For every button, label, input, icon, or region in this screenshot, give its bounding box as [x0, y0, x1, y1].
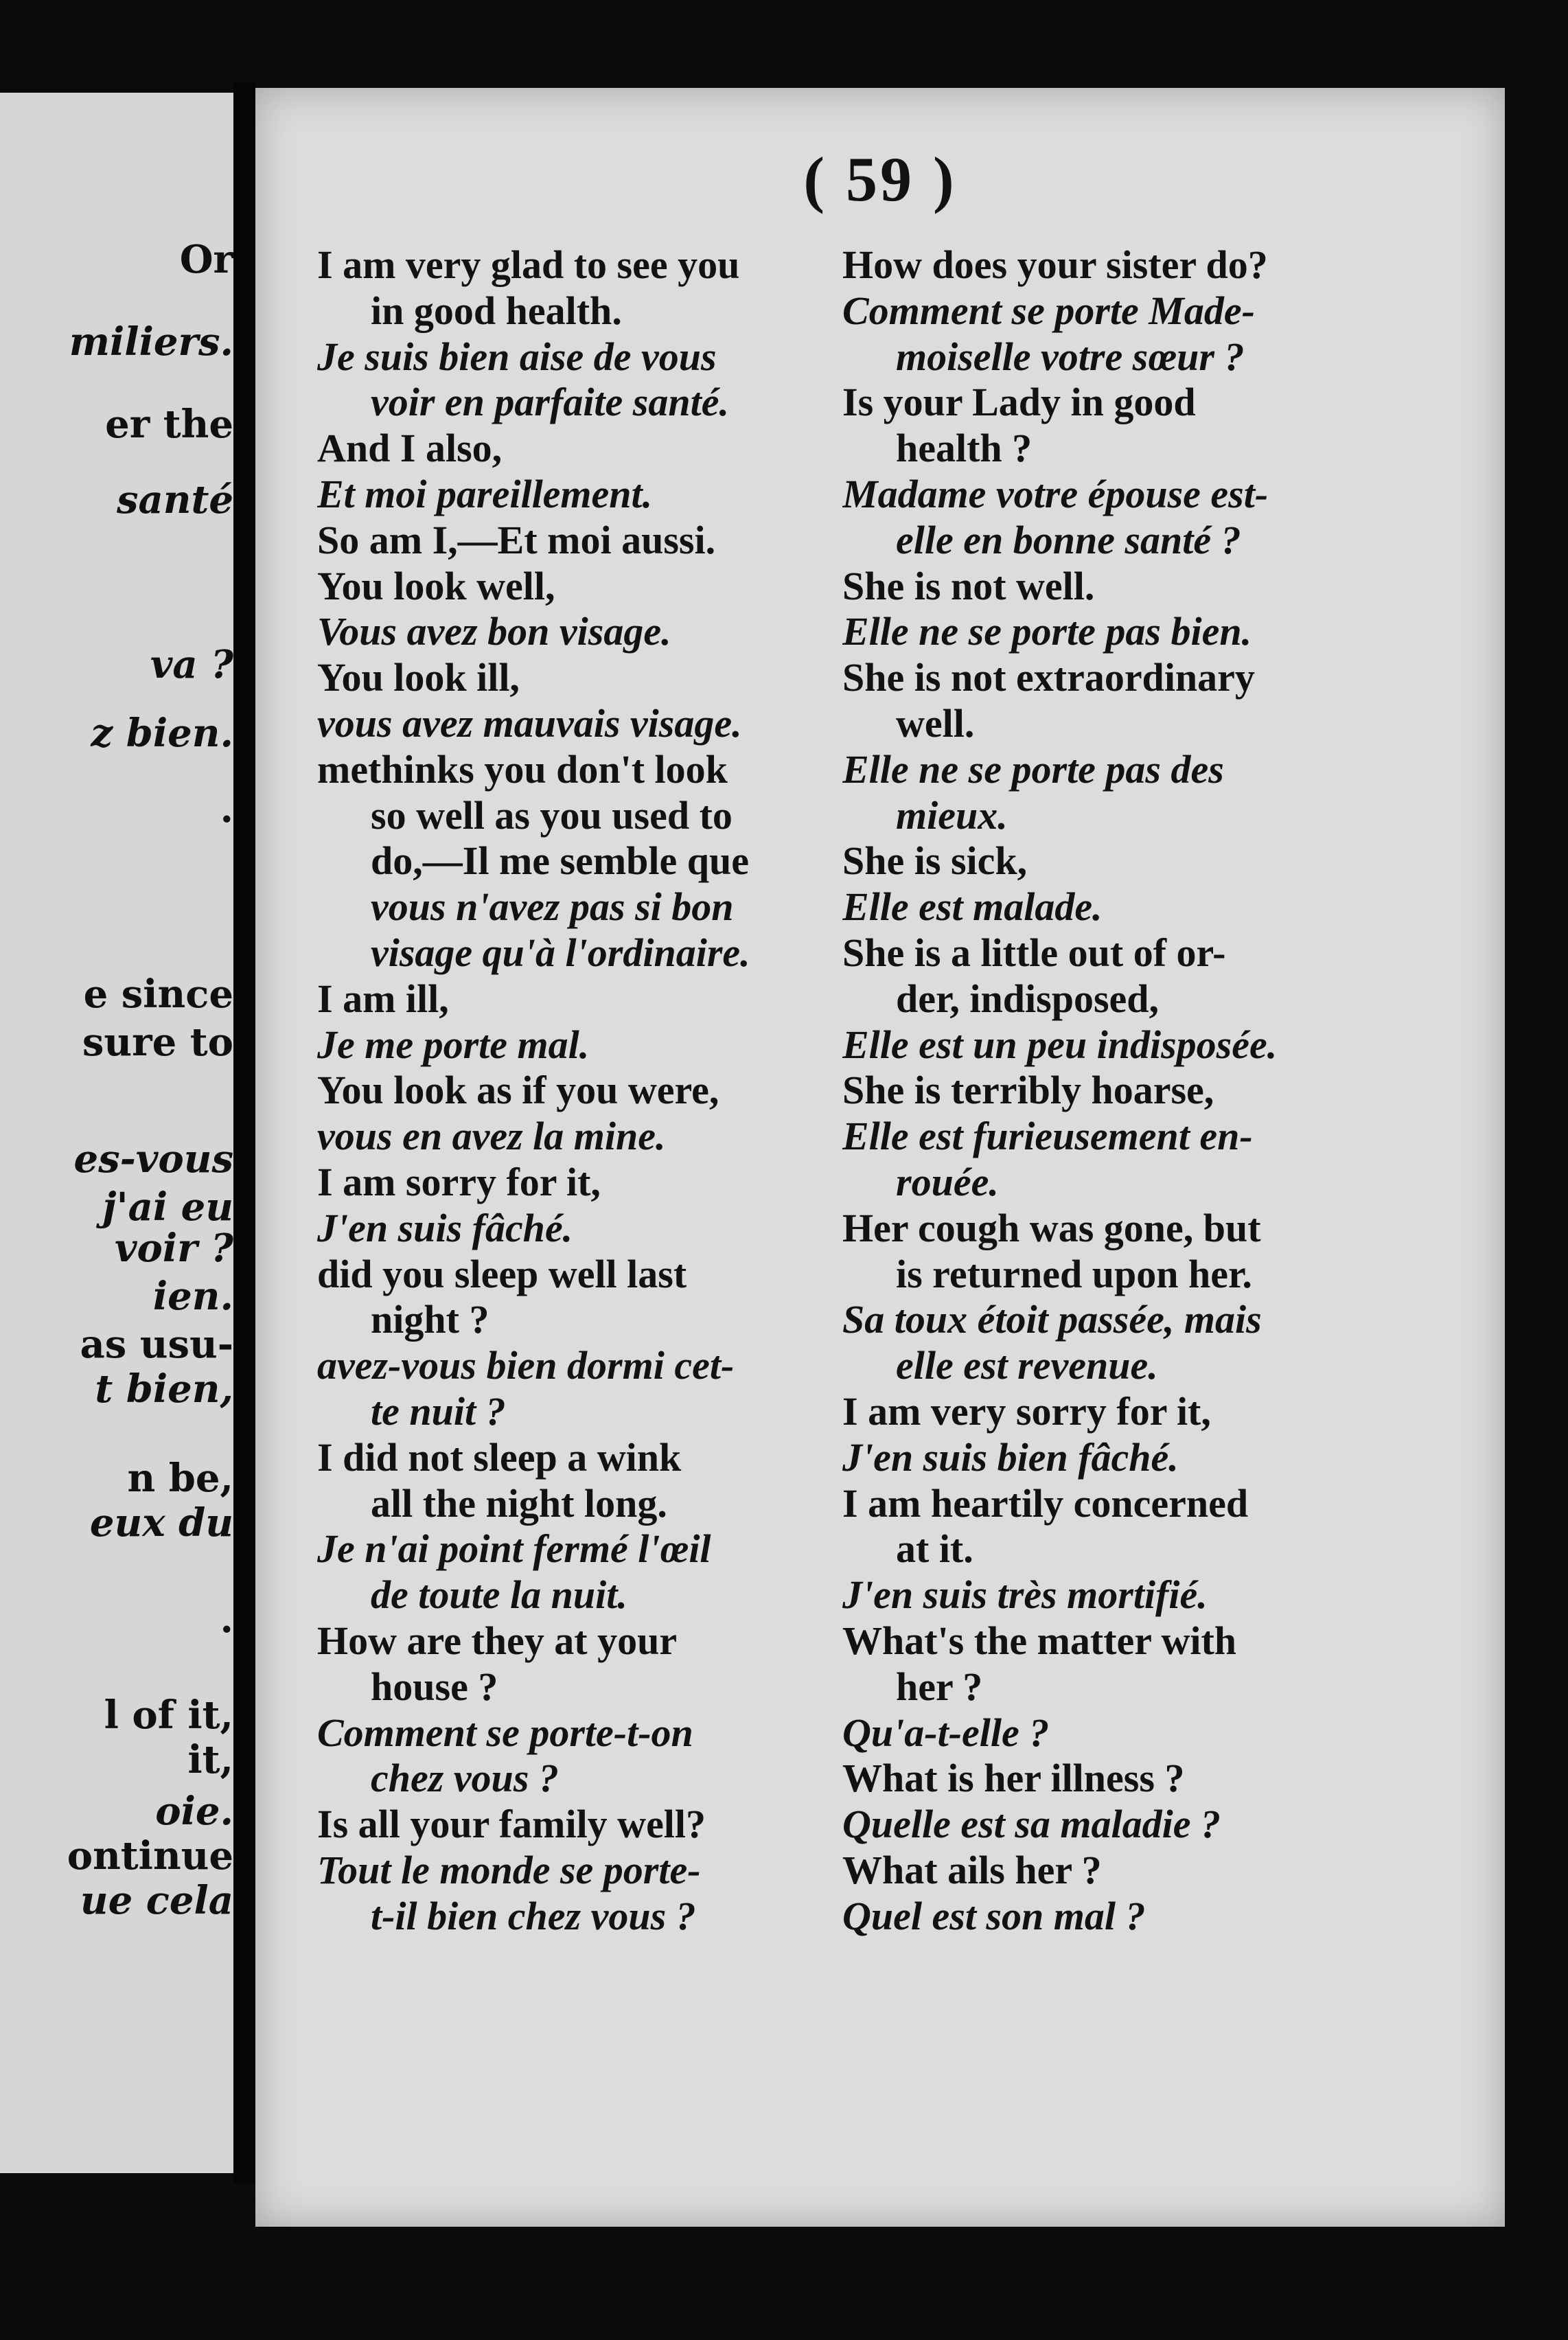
english-phrase-line: der, indisposed, [896, 976, 1160, 1021]
english-phrase-line: Is all your family well? [317, 1802, 706, 1847]
french-phrase-line: Quel est son mal ? [842, 1893, 1146, 1938]
english-phrase-line: I am very glad to see you [317, 242, 740, 287]
english-phrase-line: house ? [371, 1664, 498, 1709]
english-phrase-line: all the night long. [371, 1480, 667, 1526]
english-phrase-line: Her cough was gone, but [842, 1205, 1261, 1250]
previous-page-line: va ? [150, 642, 233, 687]
english-phrase-line: do,—Il me semble que [371, 838, 749, 884]
french-phrase-line: J'en suis bien fâché. [842, 1434, 1179, 1480]
previous-page-line: n be, [127, 1456, 233, 1501]
french-phrase-line: J'en suis fâché. [317, 1205, 573, 1250]
french-phrase-line: chez vous ? [371, 1756, 559, 1801]
french-phrase-line: voir en parfaite santé. [371, 380, 729, 425]
english-phrase-line: health ? [896, 426, 1033, 471]
english-phrase-line: I am heartily concerned [842, 1480, 1249, 1526]
french-phrase-line: Quelle est sa maladie ? [842, 1802, 1221, 1847]
french-phrase-line: Elle ne se porte pas bien. [842, 609, 1252, 654]
english-phrase-line: methinks you don't look [317, 746, 728, 792]
french-phrase-line: Comment se porte-t-on [317, 1710, 693, 1755]
previous-page-line: sure to [82, 1020, 233, 1065]
french-phrase-line: Sa toux étoit passée, mais [842, 1297, 1262, 1342]
french-phrase-line: vous n'avez pas si bon [371, 884, 734, 930]
previous-page-line: er the [105, 402, 233, 447]
previous-page-line: j'ai eu [102, 1184, 233, 1230]
english-phrase-line: I am sorry for it, [317, 1159, 601, 1204]
french-phrase-line: mieux. [896, 792, 1008, 838]
french-phrase-line: Et moi pareillement. [317, 471, 653, 516]
english-phrase-line: You look ill, [317, 655, 520, 700]
english-phrase-line: What is her illness ? [842, 1756, 1185, 1801]
english-phrase-line: She is terribly hoarse, [842, 1068, 1214, 1113]
book-page [255, 88, 1505, 2227]
previous-page-line: ien. [152, 1274, 233, 1319]
french-phrase-line: te nuit ? [371, 1388, 506, 1434]
previous-page-fragment [0, 93, 233, 2173]
previous-page-line: ontinue [67, 1833, 233, 1879]
english-phrase-line: She is a little out of or- [842, 930, 1226, 975]
english-phrase-line: How are they at your [317, 1618, 678, 1663]
french-phrase-line: moiselle votre sœur ? [896, 334, 1245, 379]
english-phrase-line: I did not sleep a wink [317, 1434, 682, 1480]
french-phrase-line: vous avez mauvais visage. [317, 700, 742, 746]
english-phrase-line: You look as if you were, [317, 1068, 719, 1113]
english-phrase-line: her ? [896, 1664, 983, 1709]
english-phrase-line: at it. [896, 1526, 973, 1572]
english-phrase-line: I am ill, [317, 976, 449, 1021]
previous-page-line: es-vous [73, 1136, 233, 1182]
left-text-column [317, 242, 818, 1939]
french-phrase-line: elle en bonne santé ? [896, 517, 1241, 562]
previous-page-line: miliers. [69, 319, 233, 365]
previous-page-line: as usu- [80, 1322, 233, 1367]
english-phrase-line: What's the matter with [842, 1618, 1237, 1663]
french-phrase-line: Madame votre épouse est- [842, 471, 1269, 516]
previous-page-line: t bien, [95, 1366, 233, 1412]
english-phrase-line: Is your Lady in good [842, 380, 1196, 425]
english-phrase-line: in good health. [371, 288, 622, 333]
french-phrase-line: Elle ne se porte pas des [842, 746, 1224, 792]
previous-page-line: voir ? [115, 1226, 233, 1271]
english-phrase-line: And I also, [317, 426, 503, 471]
french-phrase-line: rouée. [896, 1159, 999, 1204]
right-text-column [842, 242, 1344, 1939]
french-phrase-line: Vous avez bon visage. [317, 609, 671, 654]
english-phrase-line: What ails her ? [842, 1847, 1102, 1892]
previous-page-line: ue cela [80, 1878, 233, 1923]
english-phrase-line: night ? [371, 1297, 489, 1342]
english-phrase-line: well. [896, 700, 975, 746]
french-phrase-line: visage qu'à l'ordinaire. [371, 930, 750, 975]
previous-page-line: eux du [89, 1500, 233, 1546]
english-phrase-line: so well as you used to [371, 792, 733, 838]
french-phrase-line: Elle est un peu indisposée. [842, 1022, 1278, 1067]
french-phrase-line: Je suis bien aise de vous [317, 334, 717, 379]
previous-page-line: oie. [155, 1789, 233, 1834]
book-gutter [233, 82, 255, 2183]
english-phrase-line: How does your sister do? [842, 242, 1268, 287]
page-number: ( 59 ) [803, 144, 957, 214]
english-phrase-line: I am very sorry for it, [842, 1388, 1211, 1434]
previous-page-line: santé [116, 477, 233, 523]
french-phrase-line: Elle est furieusement en- [842, 1114, 1253, 1159]
french-phrase-line: Comment se porte Made- [842, 288, 1255, 333]
previous-page-line: . [220, 1596, 233, 1642]
previous-page-line: Or [179, 237, 233, 282]
english-phrase-line: She is not extraordinary [842, 655, 1255, 700]
english-phrase-line: is returned upon her. [896, 1251, 1252, 1296]
french-phrase-line: t-il bien chez vous ? [371, 1893, 696, 1938]
previous-page-line: . [220, 786, 233, 831]
english-phrase-line: She is sick, [842, 838, 1028, 884]
french-phrase-line: avez-vous bien dormi cet- [317, 1343, 735, 1388]
english-phrase-line: did you sleep well last [317, 1251, 687, 1296]
english-phrase-line: You look well, [317, 563, 555, 608]
french-phrase-line: Je me porte mal. [317, 1022, 590, 1067]
previous-page-line: z bien. [91, 711, 233, 756]
english-phrase-line: So am I,—Et moi aussi. [317, 517, 716, 562]
french-phrase-line: J'en suis très mortifié. [842, 1572, 1208, 1618]
french-phrase-line: Elle est malade. [842, 884, 1103, 930]
french-phrase-line: vous en avez la mine. [317, 1114, 666, 1159]
english-phrase-line: She is not well. [842, 563, 1095, 608]
french-phrase-line: Je n'ai point fermé l'œil [317, 1526, 711, 1572]
previous-page-line: e since [83, 972, 233, 1017]
french-phrase-line: Qu'a-t-elle ? [842, 1710, 1050, 1755]
previous-page-line: l of it, [104, 1693, 233, 1738]
french-phrase-line: elle est revenue. [896, 1343, 1158, 1388]
french-phrase-line: Tout le monde se porte- [317, 1847, 701, 1892]
french-phrase-line: de toute la nuit. [371, 1572, 627, 1618]
previous-page-line: it, [187, 1737, 233, 1782]
